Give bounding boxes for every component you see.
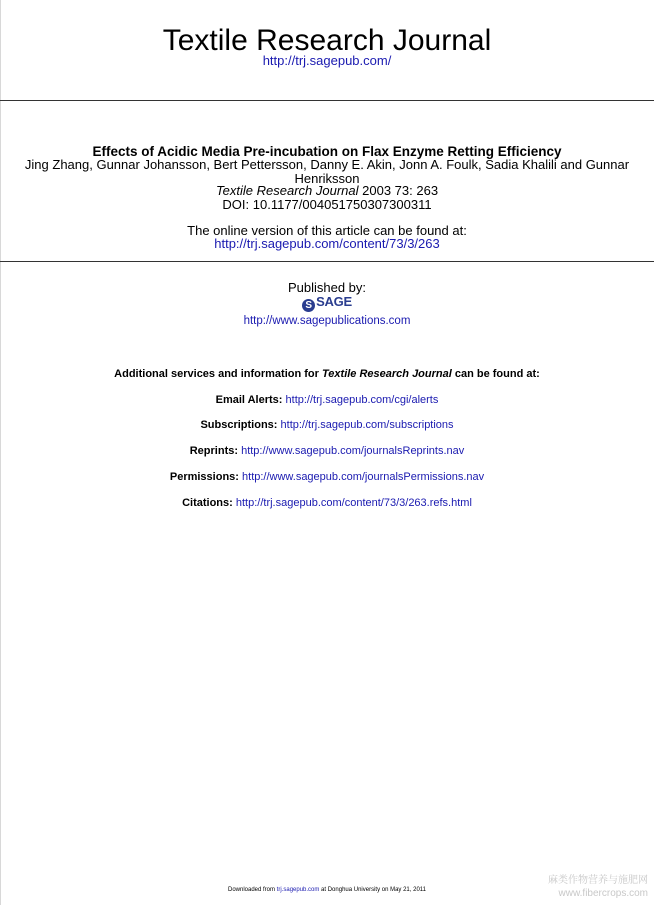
service-row-email-alerts bbox=[0, 394, 654, 407]
journal-title: Textile Research Journal bbox=[162, 24, 492, 57]
published-by-label: Published by: bbox=[287, 280, 367, 295]
services-heading-suffix: can be found at: bbox=[451, 368, 540, 380]
subscriptions-label: Subscriptions: bbox=[200, 419, 278, 431]
citation-details: 2003 73: 263 bbox=[358, 183, 439, 198]
services-heading-prefix: Additional services and information for bbox=[114, 368, 322, 380]
publisher-url-wrapper bbox=[0, 314, 654, 328]
footer-link[interactable]: trj.sagepub.com bbox=[276, 887, 320, 893]
email-alerts-label: Email Alerts: bbox=[215, 394, 283, 406]
watermark-line-1: 麻类作物营养与施肥网 bbox=[548, 875, 648, 886]
subscriptions-link[interactable]: http://trj.sagepub.com/subscriptions bbox=[280, 419, 454, 431]
article-citation bbox=[0, 183, 654, 198]
watermark-line-2: www.fibercrops.com bbox=[558, 888, 648, 899]
journal-url-link[interactable]: http://trj.sagepub.com/ bbox=[262, 53, 392, 68]
citations-label: Citations: bbox=[182, 497, 233, 509]
sage-logo-word: SAGE bbox=[316, 294, 352, 309]
permissions-label: Permissions: bbox=[169, 471, 239, 483]
article-doi: DOI: 10.1177/004051750307300311 bbox=[222, 197, 432, 212]
footer-suffix: at Donghua University on May 21, 2011 bbox=[319, 887, 427, 893]
services-heading bbox=[0, 368, 654, 381]
article-authors: Jing Zhang, Gunnar Johansson, Bert Pettersson, Danny E. Akin, Jonn A. Foulk, Sadia Khalili and Gunnar Henriksson bbox=[24, 157, 630, 186]
top-divider bbox=[0, 100, 654, 101]
service-row-permissions bbox=[0, 471, 654, 484]
service-row-reprints bbox=[0, 445, 654, 458]
watermark bbox=[548, 874, 648, 900]
permissions-link[interactable]: http://www.sagepub.com/journalsPermissions.nav bbox=[242, 471, 485, 483]
sage-logo-mark-icon: S bbox=[302, 299, 315, 312]
service-row-citations bbox=[0, 497, 654, 510]
online-url-wrapper bbox=[0, 236, 654, 251]
journal-url-wrapper bbox=[0, 53, 654, 69]
middle-divider bbox=[0, 261, 654, 262]
sage-logo bbox=[0, 294, 654, 312]
email-alerts-link[interactable]: http://trj.sagepub.com/cgi/alerts bbox=[285, 394, 439, 406]
reprints-label: Reprints: bbox=[189, 445, 239, 457]
publisher-url-link[interactable]: http://www.sagepublications.com bbox=[243, 315, 411, 327]
reprints-link[interactable]: http://www.sagepub.com/journalsReprints.nav bbox=[241, 445, 465, 457]
online-version-link[interactable]: http://trj.sagepub.com/content/73/3/263 bbox=[214, 236, 440, 251]
service-row-subscriptions bbox=[0, 419, 654, 432]
online-version-text: The online version of this article can be found at: bbox=[187, 223, 467, 238]
citations-link[interactable]: http://trj.sagepub.com/content/73/3/263.refs.html bbox=[235, 497, 472, 509]
footer-prefix: Downloaded from bbox=[227, 887, 277, 893]
article-title: Effects of Acidic Media Pre-incubation on Flax Enzyme Retting Efficiency bbox=[92, 144, 562, 159]
services-heading-journal: Textile Research Journal bbox=[321, 368, 452, 380]
citation-journal: Textile Research Journal bbox=[215, 183, 359, 198]
